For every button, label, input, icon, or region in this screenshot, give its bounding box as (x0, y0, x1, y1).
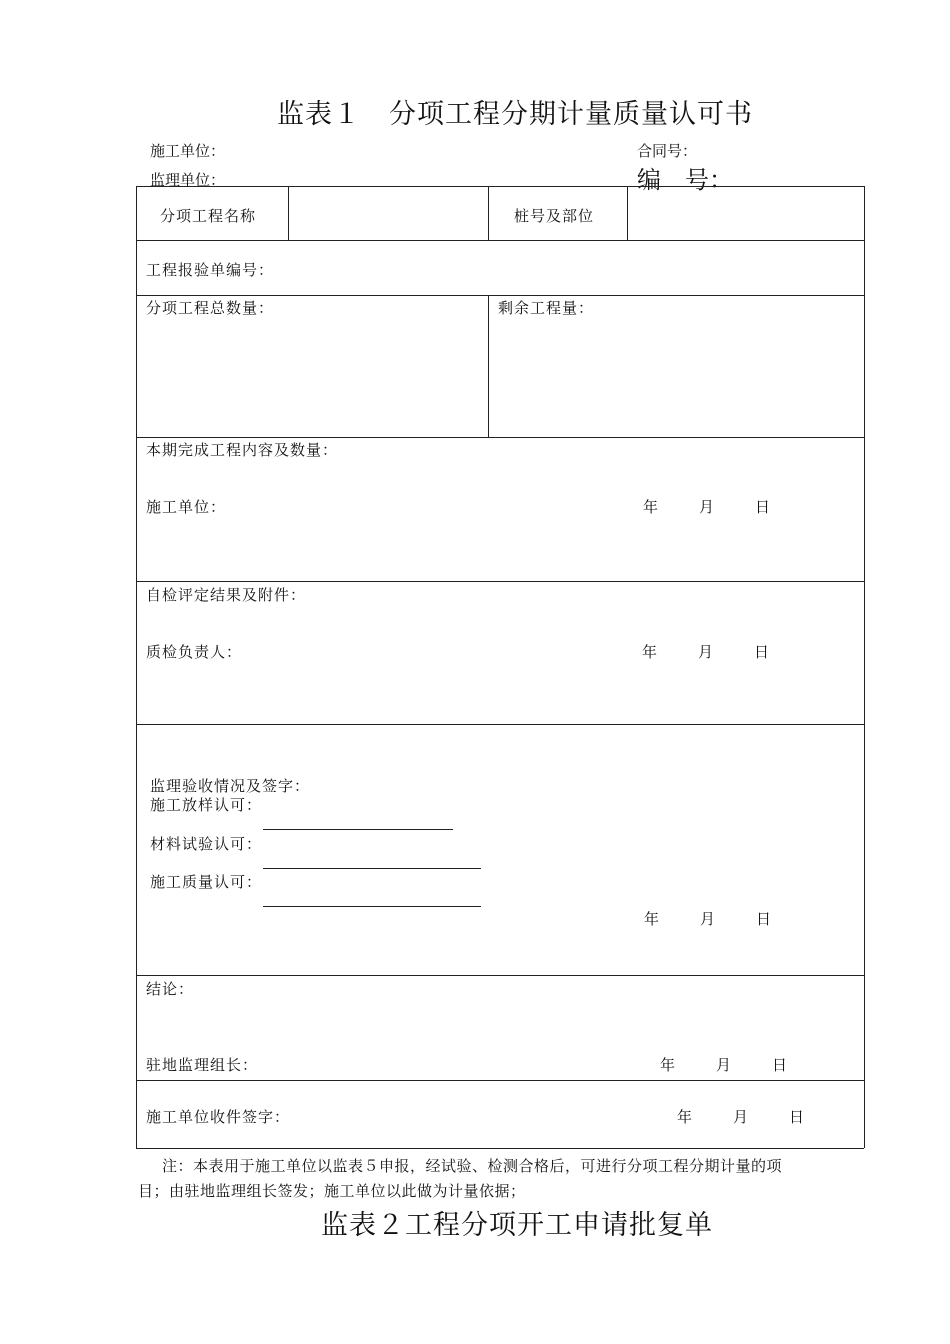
contractor-sign-label: 施工单位： (146, 498, 227, 516)
note-line-2: 目；由驻地监理组长签发；施工单位以此做为计量依据； (138, 1182, 526, 1200)
serial-label: 编 号： (637, 166, 733, 194)
layout-approval-label: 施工放样认可： (150, 796, 263, 814)
form-title: 监表１ 分项工程分期计量质量认可书 (277, 99, 753, 130)
station-field[interactable] (629, 188, 862, 238)
contractor-label: 施工单位： (150, 142, 226, 160)
conclusion-label: 结论： (146, 980, 195, 998)
date-row-7: 年 月 日 (660, 1056, 788, 1074)
qc-person-label: 质检负责人： (146, 643, 243, 661)
item-name-label: 分项工程名称 (160, 207, 257, 225)
material-test-signature-line[interactable] (263, 868, 481, 869)
date-row-8: 年 月 日 (677, 1108, 805, 1126)
receipt-sign-label: 施工单位收件签字： (146, 1108, 291, 1126)
date-row-5: 年 月 日 (642, 643, 770, 661)
station-label: 桩号及部位 (514, 207, 595, 225)
remaining-qty-label: 剩余工程量： (498, 299, 595, 317)
supervision-label: 监理验收情况及签字： (150, 777, 311, 795)
date-row-6: 年 月 日 (644, 910, 772, 928)
total-qty-label: 分项工程总数量： (146, 299, 275, 317)
next-form-title: 监表２工程分项开工申请批复单 (321, 1210, 713, 1241)
resident-head-label: 驻地监理组长： (146, 1056, 259, 1074)
quality-approval-signature-line[interactable] (263, 906, 481, 907)
self-check-label: 自检评定结果及附件： (146, 586, 307, 604)
contract-no-label: 合同号： (637, 142, 698, 160)
material-test-label: 材料试验认可： (150, 835, 263, 853)
period-content-label: 本期完成工程内容及数量： (146, 441, 339, 459)
date-row-4: 年 月 日 (643, 498, 771, 516)
supervisor-label: 监理单位： (150, 171, 226, 189)
item-name-field[interactable] (290, 188, 486, 238)
note-line-1: 注：本表用于施工单位以监表５申报，经试验、检测合格后，可进行分项工程分期计量的项 (162, 1157, 783, 1175)
layout-approval-signature-line[interactable] (263, 829, 453, 830)
quality-approval-label: 施工质量认可： (150, 873, 263, 891)
inspection-no-label: 工程报验单编号： (146, 261, 275, 279)
